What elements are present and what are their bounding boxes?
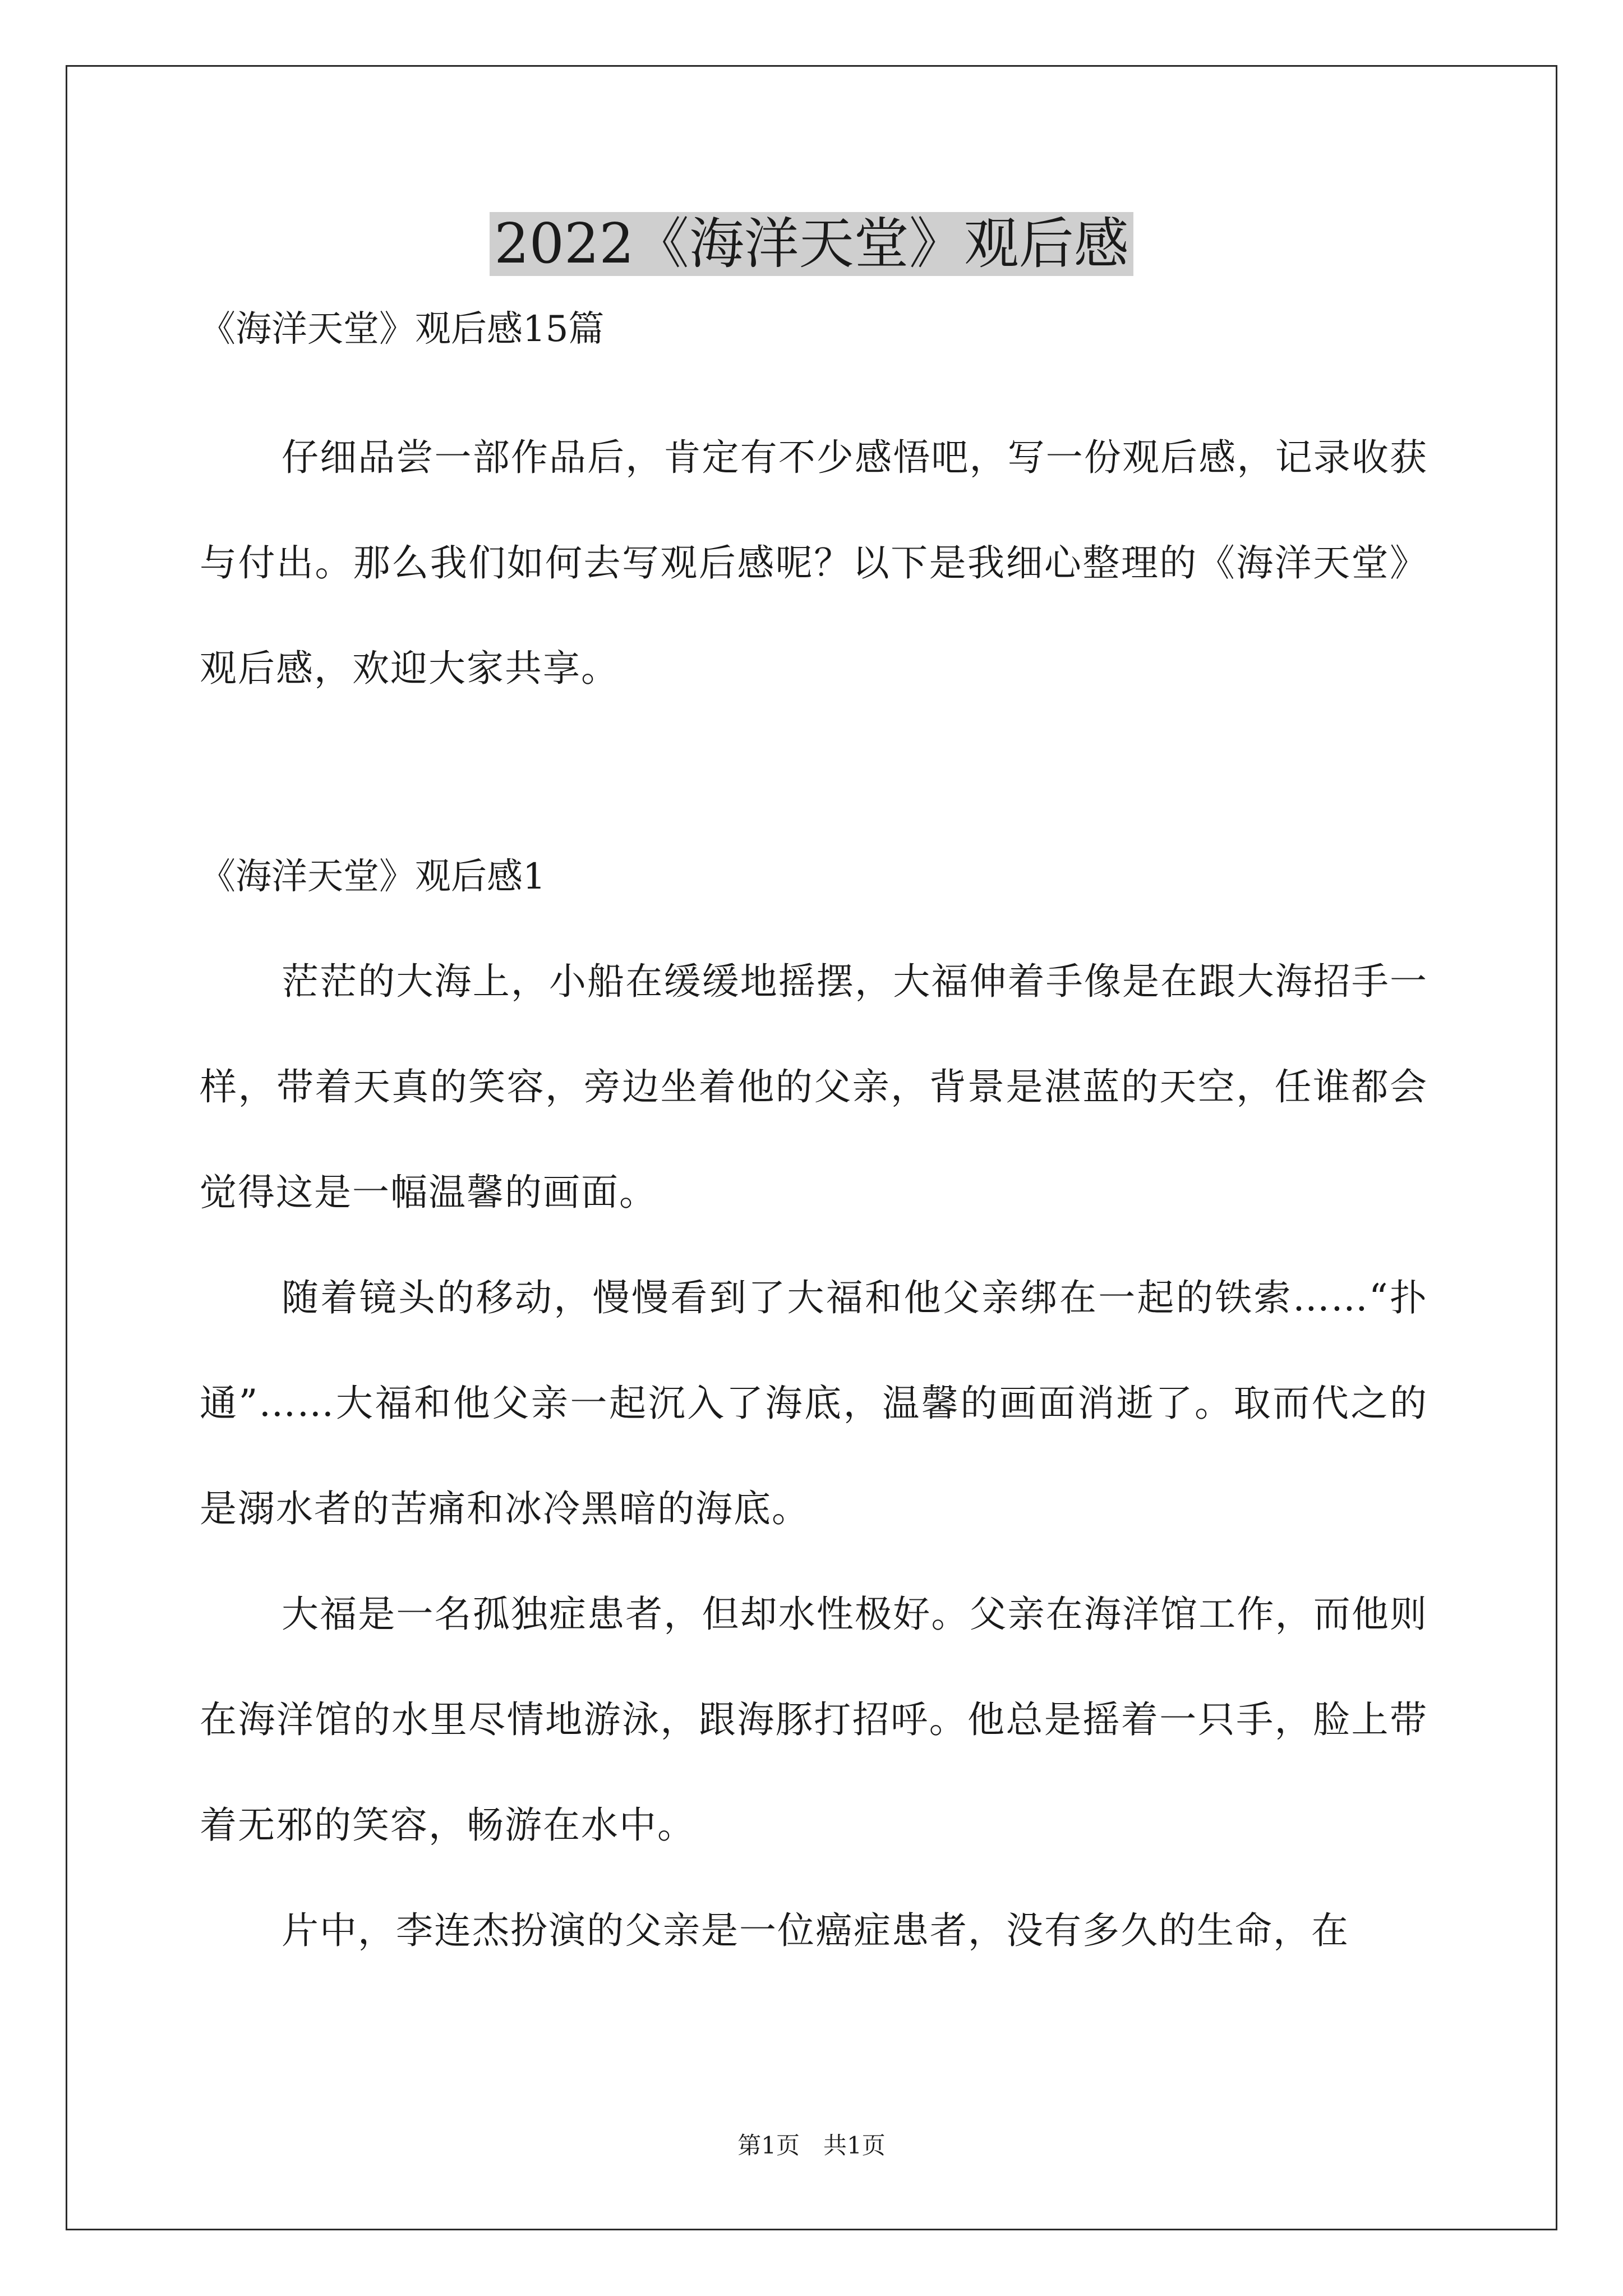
document-title-text: 2022《海洋天堂》观后感 xyxy=(490,212,1133,276)
subtitle: 《海洋天堂》观后感15篇 xyxy=(200,309,605,350)
document-title xyxy=(0,202,1623,286)
page-footer: 第1页 共1页 xyxy=(737,2132,886,2159)
intro-paragraph: 仔细品尝一部作品后，肯定有不少感悟吧，写一份观后感，记录收获与付出。那么我们如何去写观后感呢？以下是我细心整理的《海洋天堂》观后感，欢迎大家共享。 xyxy=(200,436,1428,690)
body-paragraph-4: 片中，李连杰扮演的父亲是一位癌症患者，没有多久的生命，在 xyxy=(282,1909,1349,1952)
body-paragraph-3: 大福是一名孤独症患者，但却水性极好。父亲在海洋馆工作，而他则在海洋馆的水里尽情地游泳，跟海豚打招呼。他总是摇着一只手，脸上带着无邪的笑容，畅游在水中。 xyxy=(200,1593,1428,1847)
body-paragraph-2: 随着镜头的移动，慢慢看到了大福和他父亲绑在一起的铁索……“扑通”……大福和他父亲一起沉入了海底，温馨的画面消逝了。取而代之的是溺水者的苦痛和冰冷黑暗的海底。 xyxy=(200,1276,1428,1530)
document-body xyxy=(200,304,1428,1984)
section-heading: 《海洋天堂》观后感1 xyxy=(200,856,546,898)
body-paragraph-1: 茫茫的大海上，小船在缓缓地摇摆，大福伸着手像是在跟大海招手一样，带着天真的笑容，旁边坐着他的父亲，背景是湛蓝的天空，任谁都会觉得这是一幅温馨的画面。 xyxy=(200,960,1428,1214)
